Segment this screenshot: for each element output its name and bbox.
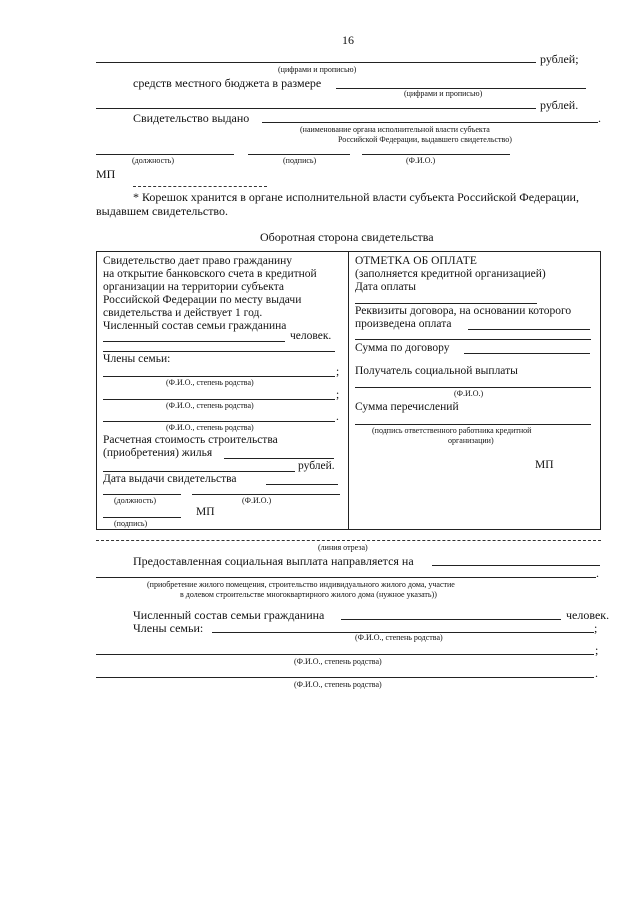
right-mp-label: МП xyxy=(535,459,554,471)
bottom-member-hint-2: (Ф.И.О., степень родства) xyxy=(294,657,382,666)
member-line-1 xyxy=(103,376,335,377)
bottom-member-hint-1: (Ф.И.О., степень родства) xyxy=(355,633,443,642)
terms-line-5: свидетельства и действует 1 год. xyxy=(103,307,263,319)
signer-line xyxy=(355,424,591,425)
cost-line-1 xyxy=(224,458,334,459)
recipient-label: Получатель социальной выплаты xyxy=(355,365,518,377)
issue-date-label: Дата выдачи свидетельства xyxy=(103,473,237,485)
persons-label: человек. xyxy=(290,330,332,342)
signature-line xyxy=(248,154,350,155)
payment-date-label: Дата оплаты xyxy=(355,281,416,293)
cost-line-2 xyxy=(103,471,295,472)
member-semicolon-1: ; xyxy=(336,366,340,378)
terms-line-3: организации на территории субъекта xyxy=(103,281,284,293)
cost-rubles-label: рублей. xyxy=(298,460,335,472)
footnote-line-1: * Корешок хранится в органе исполнительной власти субъекта Российской Федерации, xyxy=(133,190,579,204)
position-hint: (должность) xyxy=(132,156,174,165)
left-signature-hint: (подпись) xyxy=(114,519,148,528)
bottom-persons-label: человек. xyxy=(566,608,610,622)
hint-digits-words-2: (цифрами и прописью) xyxy=(404,89,483,98)
bottom-members-label: Члены семьи: xyxy=(133,621,204,635)
cut-line-hint: (линия отреза) xyxy=(318,543,368,552)
directed-to-line-1 xyxy=(432,565,600,566)
member-hint-2: (Ф.И.О., степень родства) xyxy=(166,401,254,410)
purpose-hint-2: в долевом строительстве многоквартирного жилого дома (нужное указать)) xyxy=(180,590,437,599)
footnote-separator xyxy=(133,186,267,187)
terms-line-1: Свидетельство дает право гражданину xyxy=(103,255,293,267)
payment-mark-title: ОТМЕТКА ОБ ОПЛАТЕ xyxy=(355,255,477,267)
member-line-3 xyxy=(103,421,335,422)
contract-sum-label: Сумма по договору xyxy=(355,342,450,354)
footnote-line-2: выдавшем свидетельство. xyxy=(96,204,229,218)
left-position-line xyxy=(103,494,181,495)
signer-hint-1: (подпись ответственного работника кредитной xyxy=(372,426,532,435)
bottom-family-size-label: Численный состав семьи гражданина xyxy=(133,608,325,622)
authority-hint-2: Российской Федерации, выдавшего свидетельство) xyxy=(338,135,512,144)
terms-line-2: на открытие банковского счета в кредитной xyxy=(103,268,317,280)
issue-date-line xyxy=(266,484,338,485)
bottom-member-dot: . xyxy=(595,666,598,680)
authority-hint-1: (наименование органа исполнительной власти субъекта xyxy=(300,125,490,134)
page-number: 16 xyxy=(342,33,354,47)
back-side-title: Оборотная сторона свидетельства xyxy=(260,230,434,244)
box-left-border xyxy=(96,251,97,529)
bottom-family-size-line xyxy=(341,619,561,620)
signature-hint: (подпись) xyxy=(283,156,317,165)
contract-label-2: произведена оплата xyxy=(355,318,452,330)
contract-line-2 xyxy=(355,339,591,340)
signer-hint-2: организации) xyxy=(448,436,494,445)
rubles-label-1: рублей; xyxy=(540,52,579,66)
family-size-label: Численный состав семьи гражданина xyxy=(103,320,287,332)
bottom-member-line-3 xyxy=(96,677,594,678)
left-fio-hint: (Ф.И.О.) xyxy=(242,496,272,505)
directed-to-label: Предоставленная социальная выплата направляется на xyxy=(133,554,414,568)
terms-line-4: Российской Федерации по месту выдачи xyxy=(103,294,302,306)
hint-digits-words-1: (цифрами и прописью) xyxy=(278,65,357,74)
contract-label-1: Реквизиты договора, на основании которого xyxy=(355,305,572,317)
members-label: Члены семьи: xyxy=(103,353,171,365)
member-hint-3: (Ф.И.О., степень родства) xyxy=(166,423,254,432)
left-mp-label: МП xyxy=(196,506,215,518)
left-signature-line xyxy=(103,517,181,518)
box-bottom-border xyxy=(96,529,601,530)
bottom-member-line-2 xyxy=(96,654,594,655)
cut-line xyxy=(96,540,601,541)
position-line xyxy=(96,154,234,155)
member-semicolon-2: ; xyxy=(336,389,340,401)
family-size-line xyxy=(103,341,285,342)
mp-stamp-label: МП xyxy=(96,167,116,181)
amount-line-1 xyxy=(96,62,536,63)
fio-hint: (Ф.И.О.) xyxy=(406,156,436,165)
left-fio-line xyxy=(192,494,340,495)
issued-to-label: Свидетельство выдано xyxy=(133,111,250,125)
filled-by-label: (заполняется кредитной организацией) xyxy=(355,268,546,280)
box-divider xyxy=(348,251,349,529)
recipient-line xyxy=(355,387,591,388)
issued-to-line xyxy=(262,122,598,123)
member-dot-3: . xyxy=(336,411,339,423)
contract-sum-line xyxy=(464,353,590,354)
bottom-member-semicolon: ; xyxy=(594,621,598,635)
rubles-label-2: рублей. xyxy=(540,98,579,112)
cost-label-1: Расчетная стоимость строительства xyxy=(103,434,278,446)
bottom-member-semicolon-2: ; xyxy=(595,643,599,657)
recipient-fio-hint: (Ф.И.О.) xyxy=(454,389,484,398)
cost-label-2: (приобретения) жилья xyxy=(103,447,213,459)
payment-date-line xyxy=(355,303,537,304)
local-budget-label: средств местного бюджета в размере xyxy=(133,76,322,90)
directed-to-dot: . xyxy=(596,566,599,580)
member-line-2 xyxy=(103,399,335,400)
transfer-sum-label: Сумма перечислений xyxy=(355,401,459,413)
left-position-hint: (должность) xyxy=(114,496,156,505)
member-hint-1: (Ф.И.О., степень родства) xyxy=(166,378,254,387)
bottom-member-hint-3: (Ф.И.О., степень родства) xyxy=(294,680,382,689)
contract-line-1 xyxy=(468,329,590,330)
fio-line xyxy=(362,154,510,155)
amount-line-2 xyxy=(96,108,536,109)
issued-to-dot: . xyxy=(598,111,601,125)
purpose-hint-1: (приобретение жилого помещения, строительство индивидуального жилого дома, участие xyxy=(147,580,455,589)
directed-to-line-2 xyxy=(96,577,596,578)
left-separator-line xyxy=(103,351,335,352)
box-right-border xyxy=(600,251,601,529)
